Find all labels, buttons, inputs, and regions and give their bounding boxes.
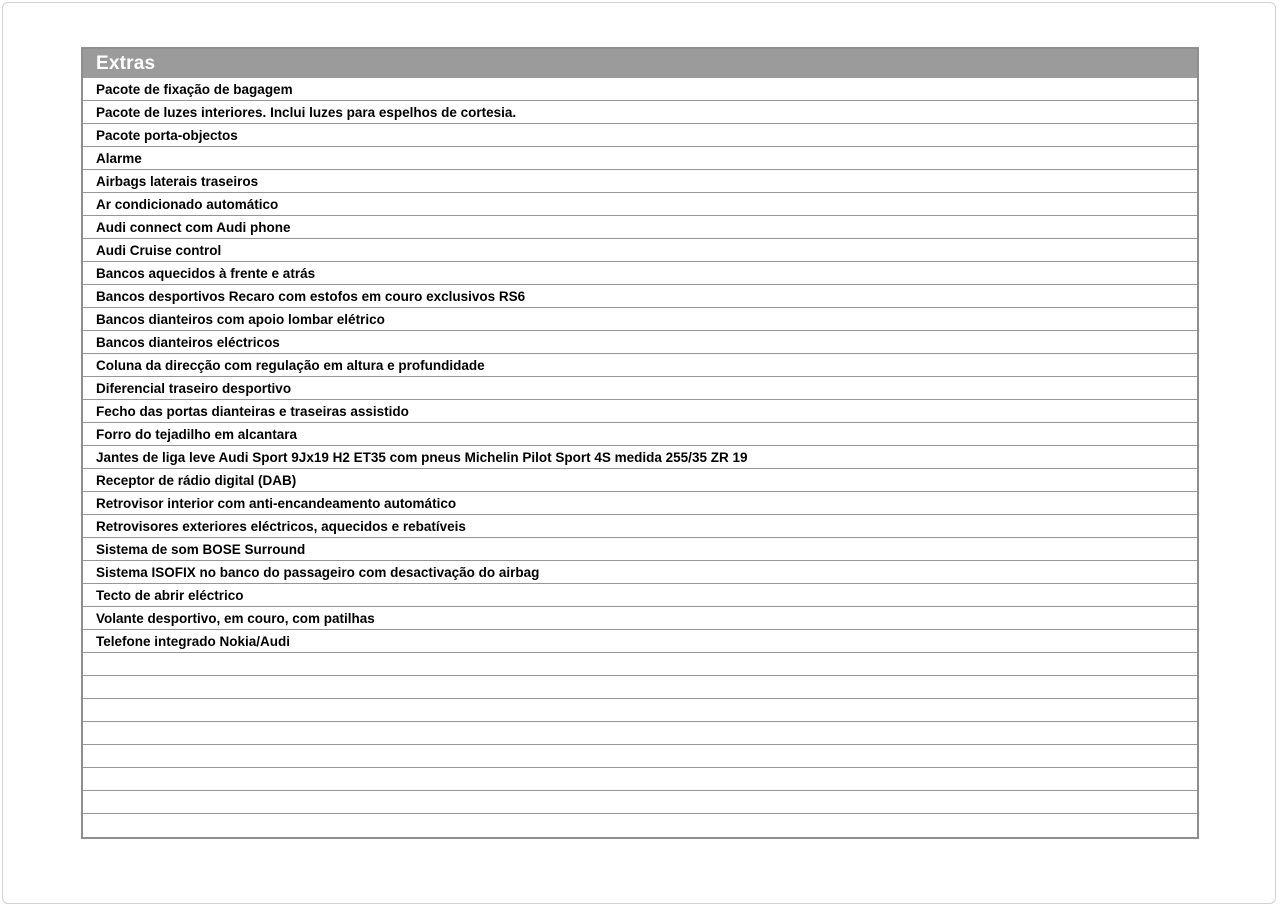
empty-table-row[interactable] bbox=[83, 768, 1197, 791]
table-row-label: Audi Cruise control bbox=[96, 242, 222, 258]
table-row-label: Bancos desportivos Recaro com estofos em couro exclusivos RS6 bbox=[96, 288, 526, 304]
table-row-label: Forro do tejadilho em alcantara bbox=[96, 426, 298, 442]
table-row[interactable] bbox=[83, 239, 1197, 262]
table-row[interactable] bbox=[83, 216, 1197, 239]
table-row-label: Telefone integrado Nokia/Audi bbox=[96, 633, 291, 649]
table-row[interactable] bbox=[83, 492, 1197, 515]
table-row-label: Bancos dianteiros com apoio lombar elétrico bbox=[96, 311, 385, 327]
table-row[interactable] bbox=[83, 101, 1197, 124]
table-row-label: Fecho das portas dianteiras e traseiras assistido bbox=[96, 403, 409, 419]
empty-table-row[interactable] bbox=[83, 745, 1197, 768]
table-row[interactable] bbox=[83, 308, 1197, 331]
table-row[interactable] bbox=[83, 630, 1197, 653]
table-row[interactable] bbox=[83, 561, 1197, 584]
empty-table-row[interactable] bbox=[83, 722, 1197, 745]
table-row-label: Diferencial traseiro desportivo bbox=[96, 380, 292, 396]
table-row[interactable] bbox=[83, 170, 1197, 193]
table-row[interactable] bbox=[83, 607, 1197, 630]
table-row[interactable] bbox=[83, 124, 1197, 147]
table-row-label: Bancos dianteiros eléctricos bbox=[96, 334, 280, 350]
table-row[interactable] bbox=[83, 193, 1197, 216]
table-row[interactable] bbox=[83, 331, 1197, 354]
table-row-label: Retrovisor interior com anti-encandeamento automático bbox=[96, 495, 457, 511]
table-row-label: Volante desportivo, em couro, com patilhas bbox=[96, 610, 375, 626]
empty-table-row[interactable] bbox=[83, 791, 1197, 814]
table-row[interactable] bbox=[83, 515, 1197, 538]
table-row[interactable] bbox=[83, 354, 1197, 377]
table-row-label: Receptor de rádio digital (DAB) bbox=[96, 472, 297, 488]
table-row[interactable] bbox=[83, 377, 1197, 400]
table-row-label: Ar condicionado automático bbox=[96, 196, 279, 212]
table-row[interactable] bbox=[83, 446, 1197, 469]
table-row-label: Jantes de liga leve Audi Sport 9Jx19 H2 ET35 com pneus Michelin Pilot Sport 4S medida 255/35 ZR 19 bbox=[96, 449, 748, 465]
table-row[interactable] bbox=[83, 469, 1197, 492]
extras-table-header-label: Extras bbox=[96, 52, 156, 74]
table-row-label: Audi connect com Audi phone bbox=[96, 219, 291, 235]
table-row[interactable] bbox=[83, 584, 1197, 607]
table-row[interactable] bbox=[83, 400, 1197, 423]
empty-table-row[interactable] bbox=[83, 653, 1197, 676]
table-row-label: Pacote de luzes interiores. Inclui luzes para espelhos de cortesia. bbox=[96, 104, 517, 120]
table-row[interactable] bbox=[83, 538, 1197, 561]
table-row-label: Sistema ISOFIX no banco do passageiro com desactivação do airbag bbox=[96, 564, 540, 580]
extras-table-header bbox=[83, 49, 1197, 78]
extras-table-body bbox=[83, 78, 1197, 837]
table-row-label: Retrovisores exteriores eléctricos, aquecidos e rebatíveis bbox=[96, 518, 466, 534]
document-page bbox=[2, 2, 1276, 904]
empty-table-row[interactable] bbox=[83, 676, 1197, 699]
table-row[interactable] bbox=[83, 262, 1197, 285]
table-row[interactable] bbox=[83, 285, 1197, 308]
extras-table bbox=[81, 47, 1199, 839]
table-row-label: Alarme bbox=[96, 150, 142, 166]
table-row-label: Pacote de fixação de bagagem bbox=[96, 81, 293, 97]
table-row-label: Bancos aquecidos à frente e atrás bbox=[96, 265, 316, 281]
table-row-label: Coluna da direcção com regulação em altura e profundidade bbox=[96, 357, 485, 373]
table-row-label: Pacote porta-objectos bbox=[96, 127, 238, 143]
table-row[interactable] bbox=[83, 147, 1197, 170]
table-row[interactable] bbox=[83, 423, 1197, 446]
table-row[interactable] bbox=[83, 78, 1197, 101]
empty-table-row[interactable] bbox=[83, 699, 1197, 722]
empty-table-row[interactable] bbox=[83, 814, 1197, 837]
table-row-label: Tecto de abrir eléctrico bbox=[96, 587, 244, 603]
table-row-label: Sistema de som BOSE Surround bbox=[96, 541, 306, 557]
table-row-label: Airbags laterais traseiros bbox=[96, 173, 259, 189]
